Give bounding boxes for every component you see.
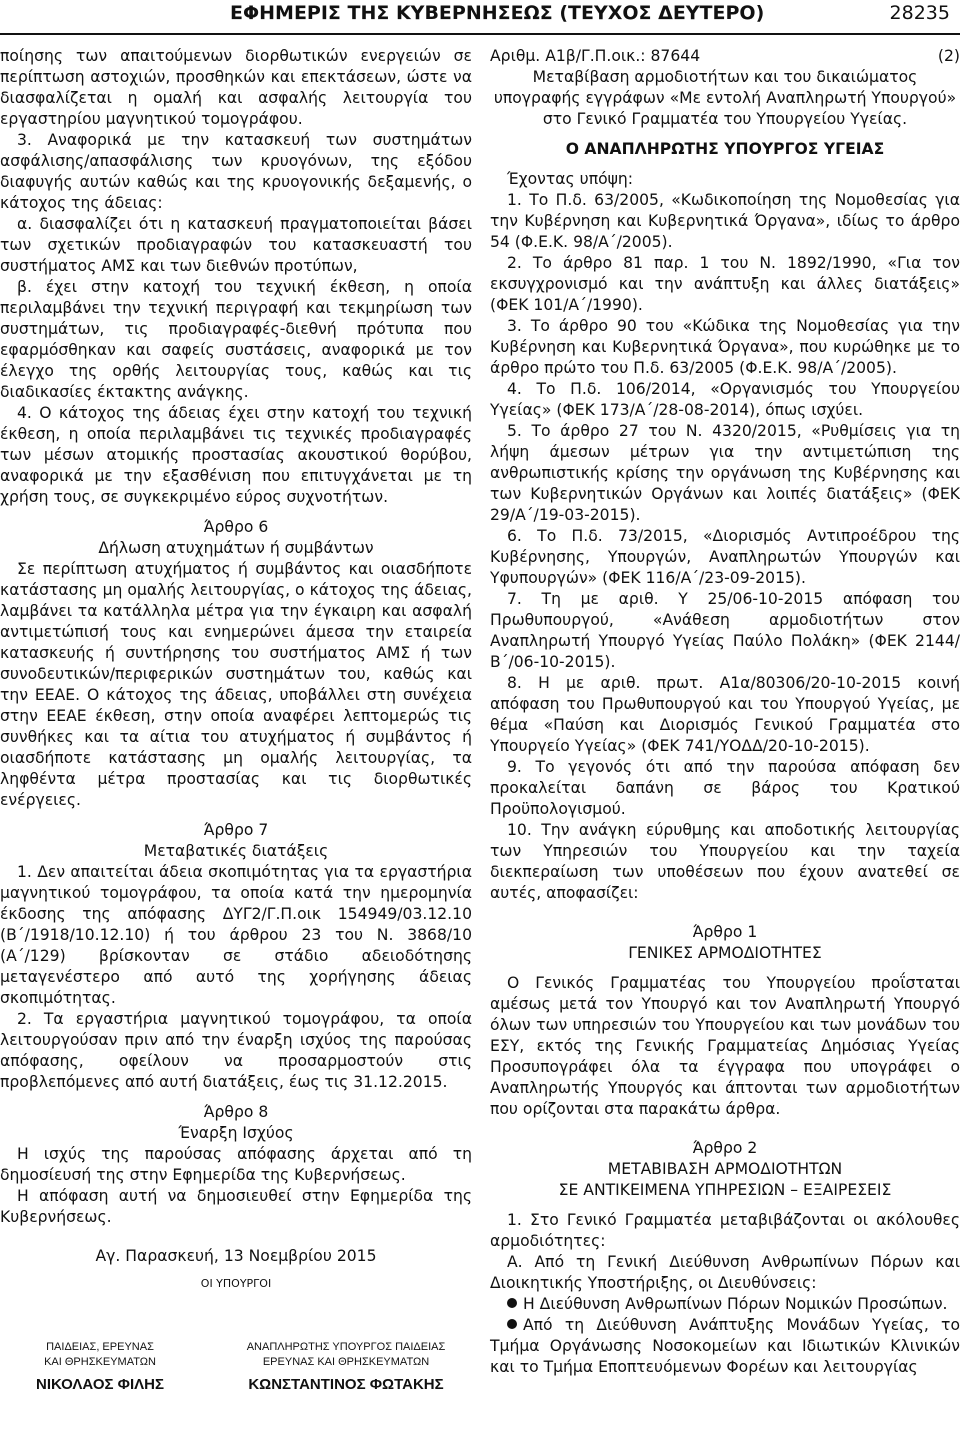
recital-3: 3. Το άρθρο 90 του «Κώδικα της Νομοθεσίας για την Κυβέρνηση και Κυβερνητικά Όργανα», που κυρώθηκε με το άρθρο πρώτο του Π.δ. 63/2005 (Φ.Ε.Κ. 98/Α΄/2005). <box>490 317 960 377</box>
article-6-title: Άρθρο 6 <box>203 518 269 536</box>
signature-1-name: ΝΙΚΟΛΑΟΣ ΦΙΛΗΣ <box>36 1376 164 1393</box>
decision-reference <box>490 46 960 67</box>
issuing-authority: Ο ΑΝΑΠΛΗΡΩΤΗΣ ΥΠΟΥΡΓΟΣ ΥΓΕΙΑΣ <box>565 140 885 158</box>
article-8-title: Άρθρο 8 <box>203 1103 269 1121</box>
left-column <box>0 46 472 1291</box>
recital-10: 10. Την ανάγκη εύρυθμης και αποδοτικής λειτουργίας των Υπηρεσιών του Υπουργείου και την ταχεία διεκπεραίωση των υποθέσεων που έχουν ανατεθεί σε αυτές, αποφασίζει: <box>490 821 960 902</box>
recital-5: 5. Το άρθρο 27 του Ν. 4320/2015, «Ρυθμίσεις για τη λήψη άμεσων μέτρων για την αντιμετώπιση της ανθρωπιστικής κρίσης την οργάνωση της Κυβέρνησης και των Κυβερνητικών Οργάνων και λοιπές διατάξεις» (ΦΕΚ 29/Α΄/19-03-2015). <box>490 422 960 524</box>
article-7-subtitle: Μεταβατικές διατάξεις <box>143 842 329 860</box>
ministers-label: ΟΙ ΥΠΟΥΡΓΟΙ <box>200 1277 272 1290</box>
signature-2-role-line-1: ΑΝΑΠΛΗΡΩΤΗΣ ΥΠΟΥΡΓΟΣ ΠΑΙΔΕΙΑΣ <box>246 1341 446 1353</box>
article-1-title: Άρθρο 1 <box>692 923 758 941</box>
article-2-subtitle-2: ΣΕ ΑΝΤΙΚΕΙΜΕΝΑ ΥΠΗΡΕΣΙΩΝ – ΕΞΑΙΡΕΣΕΙΣ <box>558 1181 892 1199</box>
article-8-text-1: Η ισχύς της παρούσας απόφασης άρχεται από τη δημοσίευσή της στην Εφημερίδα της Κυβερνήσεως. <box>0 1145 472 1184</box>
bullet-icon <box>507 1298 517 1308</box>
bullet-1-text: Η Διεύθυνση Ανθρωπίνων Πόρων Νομικών Προσώπων. <box>523 1295 948 1313</box>
paragraph-item-4: 4. Ο κάτοχος της άδειας έχει στην κατοχή του τεχνική έκθεση, η οποία περιλαμβάνει τις τεχνικές προδιαγραφές των μέσων ατομικής προστασίας ακουστικού θορύβου, αναφορικά με την εξασθένιση που επιτυγχάνεται με τη χρήση τους, σε συγκεκριμένο εύρος συχνοτήτων. <box>0 404 472 506</box>
signatures <box>0 1340 472 1430</box>
article-8-subtitle: Έναρξη Ισχύος <box>178 1124 294 1142</box>
having-regard: Έχοντας υπόψη: <box>507 170 634 188</box>
article-7-item-1: 1. Δεν απαιτείται άδεια σκοπιμότητας για τα εργαστήρια μαγνητικού τομογράφου, τα οποία κατά την ημερομηνία έκδοσης της απόφασης ΔΥΓ2/Γ.Π.οικ 154949/03.12.10 (Β΄/1918/10.12.10) ή του άρθρου 23 του Ν. 3868/10 (Α΄/129) βρίσκονταν σε στάδιο αδειοδότησης μεταγενέστερο από αυτό της χορήγησης άδειας σκοπιμότητας. <box>0 863 472 1007</box>
recital-2: 2. Το άρθρο 81 παρ. 1 του Ν. 1892/1990, «Για τον εκσυγχρονισμό και την ανάπτυξη και άλλες διατάξεις» (ΦΕΚ 101/Α΄/1990). <box>490 254 960 314</box>
paragraph-item-3b: β. έχει στην κατοχή του τεχνική έκθεση, η οποία περιλαμβάνει την τεχνική περιγραφή και τεκμηρίωση των συστημάτων, τις προδιαγραφές-διεθνή πρότυπα που εφαρμόσθηκαν και σαφείς συστάσεις, αναφορικά με τον έλεγχο της ορθής λειτουργίας τους, καθώς και τις διαδικασίες έκτακτης ανάγκης. <box>0 278 472 401</box>
right-column <box>490 46 960 1378</box>
article-2-title: Άρθρο 2 <box>692 1139 758 1157</box>
signature-2-role-line-2: ΕΡΕΥΝΑΣ ΚΑΙ ΘΡΗΣΚΕΥΜΑΤΩΝ <box>262 1356 430 1368</box>
date-line: Αγ. Παρασκευή, 13 Νοεμβρίου 2015 <box>95 1247 377 1265</box>
article-1-text: Ο Γενικός Γραμματέας του Υπουργείου προΐσταται αμέσως μετά τον Υπουργό και τον Αναπληρωτή Υπουργό όλων των υπηρεσιών του Υπουργείου και των μονάδων του ΕΣΥ, εκτός της Γενικής Γραμματείας Δημόσιας Υγείας Προσυπογράφει όλα τα έγγραφα που υπογράφει ο Αναπληρωτής Υπουργός και άπτονται των αρμοδιοτήτων που ορίζονται στα παρακάτω άρθρα. <box>490 974 960 1118</box>
decision-index: (2) <box>937 47 960 65</box>
article-2-bullet-2 <box>490 1315 960 1378</box>
article-2-item-1: 1. Στο Γενικό Γραμματέα μεταβιβάζονται οι ακόλουθες αρμοδιότητες: <box>490 1211 960 1250</box>
signature-1-role-line-2: ΚΑΙ ΘΡΗΣΚΕΥΜΑΤΩΝ <box>44 1356 156 1368</box>
page-number: 28235 <box>889 2 950 24</box>
page-header <box>0 0 960 34</box>
recital-4: 4. Το Π.δ. 106/2014, «Οργανισμός του Υπουργείου Υγείας» (ΦΕΚ 173/Α΄/28-08-2014), όπως ισχύει. <box>490 380 960 419</box>
decision-number: Αριθμ. Α1β/Γ.Π.οικ.: 87644 <box>490 47 701 65</box>
gazette-title: ΕΦΗΜΕΡΙΣ ΤΗΣ ΚΥΒΕΡΝΗΣΕΩΣ (ΤΕΥΧΟΣ ΔΕΥΤΕΡΟ) <box>230 2 765 24</box>
article-6-subtitle: Δήλωση ατυχημάτων ή συμβάντων <box>98 539 374 557</box>
article-2-bullet-1 <box>490 1294 960 1315</box>
paragraph-item-3: 3. Αναφορικά με την κατασκευή των συστημάτων ασφάλισης/απασφάλισης των κρυογόνων, της εξόδου διαφυγής αυτών καθώς και της κρυογονικής δεξαμενής, ο κάτοχος της άδειας: <box>0 131 472 212</box>
recital-1: 1. Το Π.δ. 63/2005, «Κωδικοποίηση της Νομοθεσίας για την Κυβέρνηση και Κυβερνητικά Όργανα», ιδίως το άρθρο 54 (Φ.Ε.Κ. 98/Α΄/2005). <box>490 191 960 251</box>
article-1-subtitle: ΓΕΝΙΚΕΣ ΑΡΜΟΔΙΟΤΗΤΕΣ <box>628 944 822 962</box>
paragraph-item-3a: α. διασφαλίζει ότι η κατασκευή πραγματοποιείται βάσει των σχετικών προδιαγραφών του κατασκευαστή του συστήματος ΑΜΣ και των διεθνών προτύπων, <box>0 215 472 275</box>
signature-block-1 <box>0 1340 200 1392</box>
decision-description: Μεταβίβαση αρμοδιοτήτων και του δικαιώματος υπογραφής εγγράφων «Με εντολή Αναπληρωτή Υπουργού» στο Γενικό Γραμματέα του Υπουργείου Υγείας. <box>493 68 957 128</box>
signature-1-role-line-1: ΠΑΙΔΕΙΑΣ, ΕΡΕΥΝΑΣ <box>46 1341 154 1353</box>
bullet-icon <box>507 1319 517 1329</box>
article-7-title: Άρθρο 7 <box>203 821 269 839</box>
bullet-2-text: Από τη Διεύθυνση Ανάπτυξης Μονάδων Υγείας, το Τμήμα Οργάνωσης Νοσοκομείων και Ιδιωτικών Κλινικών και το Τμήμα Εποπτευόμενων Φορέων και λειτουργίας <box>490 1316 960 1376</box>
article-6-text: Σε περίπτωση ατυχήματος ή συμβάντος και οιασδήποτε κατάστασης μη ομαλής λειτουργίας, ο κάτοχος της άδειας, λαμβάνει τα κατάλληλα μέτρα για την έγκαιρη και ασφαλή αντιμετώπισή τους και ενημερώνει άμεσα την εταιρεία κατασκευής ή συντήρησης του συστήματος ΑΜΣ ή των συνοδευτικών/περιφερικών συστημάτων του, καθώς και την ΕΕΑΕ. Ο κάτοχος της άδειας, υποβάλλει στη συνέχεια στην ΕΕΑΕ έκθεση, στην οποία αναφέρει λεπτομερώς τις συνθήκες και τα αίτια του ατυχήματος ή συμβάντος ή οιασδήποτε κατάστασης μη ομαλής λειτουργίας, τα ληφθέντα μέτρα προστασίας και τις διορθωτικές ενέργειες. <box>0 560 472 809</box>
article-2-subtitle-1: ΜΕΤΑΒΙΒΑΣΗ ΑΡΜΟΔΙΟΤΗΤΩΝ <box>607 1160 843 1178</box>
signature-block-2 <box>228 1340 464 1392</box>
article-7-item-2: 2. Τα εργαστήρια μαγνητικού τομογράφου, τα οποία λειτουργούσαν πριν από την έναρξη ισχύος της παρούσας απόφασης, οφείλουν να προσαρμοστούν στις προβλεπόμενες από αυτή διατάξεις, έως τις 31.12.2015. <box>0 1010 472 1091</box>
recital-7: 7. Τη με αριθ. Υ 25/06-10-2015 απόφαση του Πρωθυπουργού, «Ανάθεση αρμοδιοτήτων στον Αναπληρωτή Υπουργό Υγείας Παύλο Πολάκη» (ΦΕΚ 2144/Β΄/06-10-2015). <box>490 590 960 671</box>
recital-9: 9. Το γεγονός ότι από την παρούσα απόφαση δεν προκαλείται δαπάνη σε βάρος του Κρατικού Προϋπολογισμού. <box>490 758 960 818</box>
signature-2-name: ΚΩΝΣΤΑΝΤΙΝΟΣ ΦΩΤΑΚΗΣ <box>248 1376 444 1393</box>
article-2-item-a: Α. Από τη Γενική Διεύθυνση Ανθρωπίνων Πόρων και Διοικητικής Υποστήριξης, οι Διευθύνσεις: <box>490 1253 960 1292</box>
paragraph-continuation: ποίησης των απαιτούμενων διορθωτικών ενεργειών σε περίπτωση αστοχιών, προσθηκών και επεκτάσεων, ώστε να διασφαλίζεται η ομαλή και ασφαλής λειτουργία του εργαστηρίου μαγνητικού τομογράφου. <box>0 47 472 128</box>
article-8-text-2: Η απόφαση αυτή να δημοσιευθεί στην Εφημερίδα της Κυβερνήσεως. <box>0 1187 472 1226</box>
recital-6: 6. Το Π.δ. 73/2015, «Διορισμός Αντιπροέδρου της Κυβέρνησης, Υπουργών, Αναπληρωτών Υπουργών και Υφυπουργών» (ΦΕΚ 116/Α΄/23-09-2015). <box>490 527 960 587</box>
recital-8: 8. Η με αριθ. πρωτ. Α1α/80306/20-10-2015 κοινή απόφαση του Πρωθυπουργού και του Υπουργού Υγείας, με θέμα «Παύση και Διορισμός Γενικού Γραμματέα στο Υπουργείο Υγείας» (ΦΕΚ 741/ΥΟΔΔ/20-10-2015). <box>490 674 960 755</box>
header-divider <box>0 33 960 35</box>
